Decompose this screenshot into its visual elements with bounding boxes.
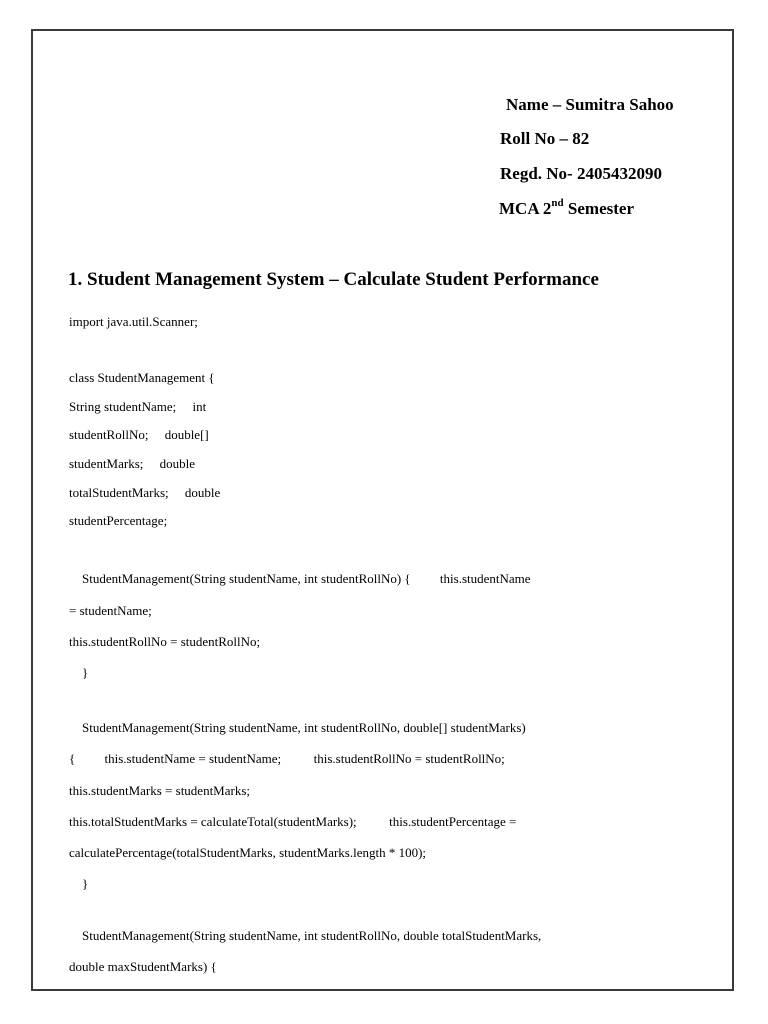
code-line: this.studentMarks = studentMarks;: [69, 783, 251, 798]
code-line: studentMarks; double: [69, 456, 196, 471]
code-line: StudentManagement(String studentName, int studentRollNo) { this.studentName: [69, 571, 531, 586]
code-line: { this.studentName = studentName; this.studentRollNo = studentRollNo;: [69, 751, 505, 766]
code-line: StudentManagement(String studentName, int studentRollNo, double[] studentMarks): [69, 720, 526, 735]
section-title: 1. Student Management System – Calculate Student Performance: [68, 269, 599, 290]
code-line: double maxStudentMarks) {: [69, 959, 217, 974]
code-line: this.totalStudentMarks = calculateTotal(studentMarks); this.studentPercentage =: [69, 814, 517, 829]
code-line: = studentName;: [69, 603, 152, 618]
student-name: Name – Sumitra Sahoo: [506, 95, 674, 114]
code-line: import java.util.Scanner;: [69, 314, 198, 329]
code-line: class StudentManagement {: [69, 370, 215, 385]
code-line: studentRollNo; double[]: [69, 427, 209, 442]
code-line: }: [69, 665, 89, 680]
program-prefix: MCA 2: [499, 199, 552, 218]
program-suffix: Semester: [563, 199, 634, 218]
roll-number: Roll No – 82: [500, 129, 590, 148]
program-semester: [499, 199, 634, 219]
code-line: studentPercentage;: [69, 513, 168, 528]
ordinal-suffix: nd: [551, 197, 564, 210]
code-line: calculatePercentage(totalStudentMarks, studentMarks.length * 100);: [69, 845, 427, 860]
code-line: String studentName; int: [69, 399, 207, 414]
code-line: }: [69, 876, 89, 891]
code-line: this.studentRollNo = studentRollNo;: [69, 634, 261, 649]
code-line: StudentManagement(String studentName, int studentRollNo, double totalStudentMarks,: [69, 928, 542, 943]
code-line: totalStudentMarks; double: [69, 485, 221, 500]
registration-number: Regd. No- 2405432090: [500, 164, 662, 183]
